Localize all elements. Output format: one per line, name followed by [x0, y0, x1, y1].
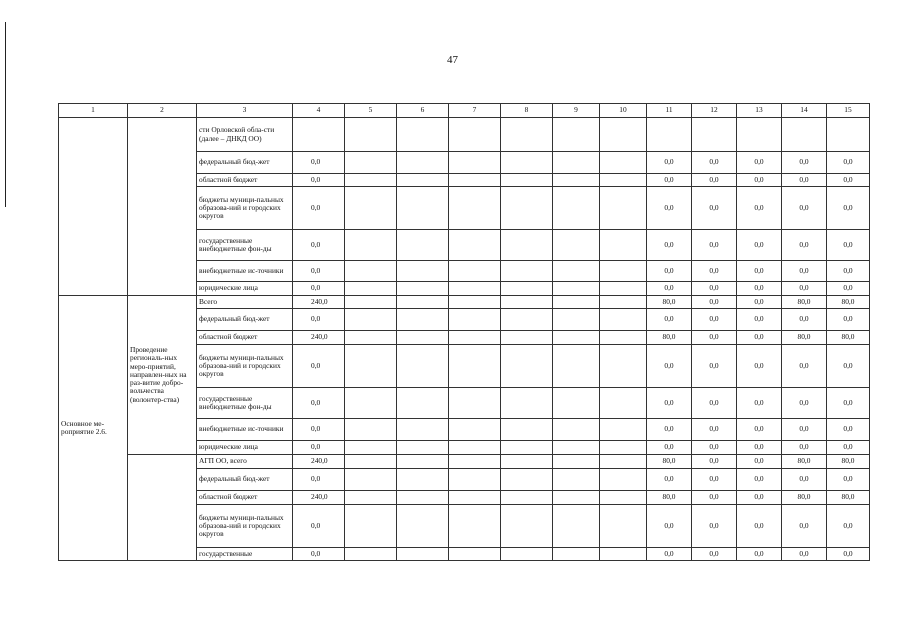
cell-empty [553, 296, 600, 309]
cell-col15: 0,0 [827, 152, 870, 174]
header-cell: 5 [345, 104, 397, 118]
cell-empty [501, 309, 553, 331]
cell-col13: 0,0 [737, 419, 782, 441]
cell-col14: 80,0 [782, 296, 827, 309]
cell-empty [397, 345, 449, 388]
cell-empty [501, 455, 553, 469]
cell-empty [345, 469, 397, 491]
cell-col14: 0,0 [782, 548, 827, 561]
cell-empty [397, 174, 449, 187]
cell-empty [345, 441, 397, 455]
cell-col14: 0,0 [782, 282, 827, 296]
cell-empty [449, 331, 501, 345]
header-cell: 13 [737, 104, 782, 118]
cell-col4: 0,0 [293, 230, 345, 261]
cell-empty [449, 548, 501, 561]
cell-col11: 0,0 [647, 505, 692, 548]
cell-col12: 0,0 [692, 491, 737, 505]
cell-col4: 0,0 [293, 548, 345, 561]
cell-empty [397, 230, 449, 261]
cell-empty [449, 345, 501, 388]
cell-empty [345, 388, 397, 419]
cell-col4: 240,0 [293, 296, 345, 309]
cell-col12: 0,0 [692, 296, 737, 309]
cell-col14: 0,0 [782, 388, 827, 419]
cell-col4: 0,0 [293, 261, 345, 282]
cell-empty [345, 548, 397, 561]
cell-empty [600, 505, 647, 548]
header-cell: 15 [827, 104, 870, 118]
cell-col14: 0,0 [782, 309, 827, 331]
cell-empty [501, 230, 553, 261]
cell-col12: 0,0 [692, 388, 737, 419]
cell-empty [397, 505, 449, 548]
cell-col14: 0,0 [782, 505, 827, 548]
cell-empty [397, 548, 449, 561]
cell-empty [600, 455, 647, 469]
cell-col13: 0,0 [737, 455, 782, 469]
cell-empty [345, 261, 397, 282]
cell-col14: 0,0 [782, 419, 827, 441]
cell-empty [397, 282, 449, 296]
cell-empty [553, 118, 600, 152]
cell-empty [600, 187, 647, 230]
row-label: внебюджетные ис-точники [197, 419, 293, 441]
cell-col15: 80,0 [827, 491, 870, 505]
cell-empty [553, 309, 600, 331]
cell-empty [553, 345, 600, 388]
cell-empty [449, 419, 501, 441]
row-label: федеральный бюд-жет [197, 469, 293, 491]
cell-col13: 0,0 [737, 296, 782, 309]
cell-col13: 0,0 [737, 282, 782, 296]
cell-col15: 0,0 [827, 505, 870, 548]
cell-col14 [782, 118, 827, 152]
cell-col4: 0,0 [293, 187, 345, 230]
cell-empty [449, 174, 501, 187]
cell-col12: 0,0 [692, 441, 737, 455]
header-cell: 14 [782, 104, 827, 118]
event-description-cell: Проведение региональ-ных меро-приятий, направлен-ных на раз-витие добро-вольчества (волонтер-ства) [128, 296, 197, 455]
cell-col14: 0,0 [782, 174, 827, 187]
cell-empty [553, 469, 600, 491]
cell-empty [553, 331, 600, 345]
table-row [59, 296, 870, 309]
header-cell: 8 [501, 104, 553, 118]
cell-empty [449, 230, 501, 261]
header-cell: 11 [647, 104, 692, 118]
cell-col12: 0,0 [692, 548, 737, 561]
cell-col15: 0,0 [827, 282, 870, 296]
cell-col11: 0,0 [647, 345, 692, 388]
cell-empty [449, 118, 501, 152]
cell-col13: 0,0 [737, 548, 782, 561]
row-label: юридические лица [197, 441, 293, 455]
cell-empty [553, 548, 600, 561]
cell-col12: 0,0 [692, 505, 737, 548]
cell-col15: 0,0 [827, 548, 870, 561]
row-label: областной бюджет [197, 331, 293, 345]
cell-empty [397, 152, 449, 174]
cell-empty [397, 309, 449, 331]
cell-col4: 0,0 [293, 152, 345, 174]
cell-col11: 0,0 [647, 282, 692, 296]
cell-empty [397, 419, 449, 441]
cell-empty [600, 230, 647, 261]
cell-empty [345, 187, 397, 230]
cell-col14: 80,0 [782, 455, 827, 469]
cell-empty [345, 309, 397, 331]
row-label: государственные [197, 548, 293, 561]
cell-empty [345, 282, 397, 296]
cell-empty [501, 388, 553, 419]
row-label: областной бюджет [197, 174, 293, 187]
cell-col15: 0,0 [827, 419, 870, 441]
cell-col4: 240,0 [293, 491, 345, 505]
cell-empty [600, 491, 647, 505]
cell-empty [553, 152, 600, 174]
cell-empty [600, 296, 647, 309]
cell-col4: 240,0 [293, 455, 345, 469]
header-cell: 10 [600, 104, 647, 118]
cell-col4: 0,0 [293, 309, 345, 331]
cell-empty [600, 469, 647, 491]
cell-empty [600, 388, 647, 419]
cell-empty [449, 491, 501, 505]
cell-empty [345, 331, 397, 345]
cell-empty [397, 455, 449, 469]
cell-empty [449, 505, 501, 548]
header-cell: 3 [197, 104, 293, 118]
cell-empty [600, 345, 647, 388]
row-label: федеральный бюд-жет [197, 309, 293, 331]
cell-col4: 0,0 [293, 469, 345, 491]
cell-empty [449, 296, 501, 309]
cell-empty [345, 505, 397, 548]
row-label: сти Орловской обла-сти (далее – ДНКД ОО) [197, 118, 293, 152]
cell-empty [501, 118, 553, 152]
cell-empty [345, 491, 397, 505]
cell-empty [600, 331, 647, 345]
cell-empty [501, 152, 553, 174]
cell-col11: 0,0 [647, 230, 692, 261]
cell-empty [501, 261, 553, 282]
cell-col15: 0,0 [827, 469, 870, 491]
cell-empty [449, 441, 501, 455]
row-label: юридические лица [197, 282, 293, 296]
cell-col11: 80,0 [647, 491, 692, 505]
cell-col12: 0,0 [692, 152, 737, 174]
cell-empty [449, 388, 501, 419]
cell-empty [600, 152, 647, 174]
cell-col15: 0,0 [827, 230, 870, 261]
cell-col14: 0,0 [782, 441, 827, 455]
cell-col11: 80,0 [647, 331, 692, 345]
cell-empty [345, 455, 397, 469]
cell-empty [501, 505, 553, 548]
cell-col13: 0,0 [737, 187, 782, 230]
cell-col13: 0,0 [737, 441, 782, 455]
cell-empty [501, 187, 553, 230]
cell-empty [553, 282, 600, 296]
cell-empty [449, 187, 501, 230]
cell-col11: 0,0 [647, 548, 692, 561]
header-cell: 9 [553, 104, 600, 118]
cell-col12: 0,0 [692, 187, 737, 230]
binding-margin-line [5, 22, 6, 207]
cell-col4 [293, 118, 345, 152]
cell-col14: 0,0 [782, 187, 827, 230]
cell-empty [553, 491, 600, 505]
cell-col15: 0,0 [827, 309, 870, 331]
cell-col11: 0,0 [647, 174, 692, 187]
cell-empty [397, 296, 449, 309]
cell-col15: 80,0 [827, 455, 870, 469]
cell-col4: 0,0 [293, 505, 345, 548]
cell-col13: 0,0 [737, 331, 782, 345]
cell-empty [449, 455, 501, 469]
cell-col13: 0,0 [737, 345, 782, 388]
row-label: внебюджетные ис-точники [197, 261, 293, 282]
row-label: АГП ОО, всего [197, 455, 293, 469]
col2-empty-cell [128, 118, 197, 296]
cell-col14: 0,0 [782, 469, 827, 491]
cell-empty [449, 261, 501, 282]
row-label: Всего [197, 296, 293, 309]
cell-col15: 80,0 [827, 296, 870, 309]
cell-empty [600, 441, 647, 455]
cell-col15: 0,0 [827, 174, 870, 187]
row-label: государственные внебюджетные фон-ды [197, 388, 293, 419]
cell-empty [600, 261, 647, 282]
cell-col15 [827, 118, 870, 152]
cell-col11: 0,0 [647, 261, 692, 282]
row-label: бюджеты муници-пальных образова-ний и городских округов [197, 345, 293, 388]
header-cell: 6 [397, 104, 449, 118]
cell-empty [501, 469, 553, 491]
cell-col13: 0,0 [737, 469, 782, 491]
cell-col15: 0,0 [827, 187, 870, 230]
cell-col11: 0,0 [647, 152, 692, 174]
cell-col15: 0,0 [827, 388, 870, 419]
header-cell: 4 [293, 104, 345, 118]
cell-col11: 0,0 [647, 441, 692, 455]
col1-empty-cell [59, 118, 128, 296]
cell-empty [600, 282, 647, 296]
cell-col4: 0,0 [293, 441, 345, 455]
header-row [59, 104, 870, 118]
col2-empty-cell [128, 455, 197, 561]
cell-empty [553, 441, 600, 455]
row-label: государственные внебюджетные фон-ды [197, 230, 293, 261]
cell-empty [397, 261, 449, 282]
cell-empty [397, 388, 449, 419]
cell-col12: 0,0 [692, 230, 737, 261]
cell-empty [501, 296, 553, 309]
cell-empty [449, 309, 501, 331]
cell-empty [501, 282, 553, 296]
cell-col11: 0,0 [647, 187, 692, 230]
cell-col12: 0,0 [692, 282, 737, 296]
row-label: бюджеты муници-пальных образова-ний и городских округов [197, 187, 293, 230]
cell-col11: 0,0 [647, 419, 692, 441]
cell-empty [553, 230, 600, 261]
table-row [59, 118, 870, 152]
cell-col11: 80,0 [647, 296, 692, 309]
cell-col12: 0,0 [692, 455, 737, 469]
cell-empty [449, 469, 501, 491]
header-cell: 12 [692, 104, 737, 118]
cell-empty [553, 174, 600, 187]
cell-empty [600, 548, 647, 561]
cell-col13: 0,0 [737, 491, 782, 505]
cell-col12: 0,0 [692, 419, 737, 441]
cell-empty [501, 331, 553, 345]
cell-col12: 0,0 [692, 331, 737, 345]
cell-empty [345, 419, 397, 441]
table-row [59, 455, 870, 469]
cell-empty [553, 455, 600, 469]
cell-col14: 0,0 [782, 345, 827, 388]
cell-col12: 0,0 [692, 309, 737, 331]
header-cell: 7 [449, 104, 501, 118]
cell-empty [397, 469, 449, 491]
cell-col4: 0,0 [293, 174, 345, 187]
event-number-cell: Основное ме-роприятие 2.6. [59, 296, 128, 561]
cell-col15: 80,0 [827, 331, 870, 345]
cell-col11: 0,0 [647, 309, 692, 331]
cell-empty [397, 118, 449, 152]
header-cell: 2 [128, 104, 197, 118]
cell-col14: 0,0 [782, 152, 827, 174]
cell-col4: 0,0 [293, 388, 345, 419]
row-label: федеральный бюд-жет [197, 152, 293, 174]
cell-empty [553, 388, 600, 419]
cell-col15: 0,0 [827, 261, 870, 282]
cell-col12: 0,0 [692, 261, 737, 282]
cell-empty [345, 230, 397, 261]
cell-col11: 80,0 [647, 455, 692, 469]
cell-empty [345, 118, 397, 152]
cell-empty [553, 505, 600, 548]
cell-empty [600, 174, 647, 187]
cell-col4: 0,0 [293, 282, 345, 296]
cell-empty [501, 441, 553, 455]
budget-table [58, 103, 870, 561]
row-label: областной бюджет [197, 491, 293, 505]
cell-col13: 0,0 [737, 388, 782, 419]
cell-empty [553, 187, 600, 230]
cell-empty [501, 419, 553, 441]
cell-col14: 80,0 [782, 491, 827, 505]
cell-empty [449, 282, 501, 296]
cell-col13: 0,0 [737, 505, 782, 548]
header-cell: 1 [59, 104, 128, 118]
cell-empty [345, 345, 397, 388]
cell-col11 [647, 118, 692, 152]
cell-col15: 0,0 [827, 345, 870, 388]
cell-col15: 0,0 [827, 441, 870, 455]
cell-empty [397, 491, 449, 505]
cell-empty [501, 491, 553, 505]
cell-empty [501, 345, 553, 388]
cell-empty [600, 118, 647, 152]
cell-empty [345, 174, 397, 187]
cell-col11: 0,0 [647, 469, 692, 491]
cell-empty [600, 309, 647, 331]
row-label: бюджеты муници-пальных образова-ний и городских округов [197, 505, 293, 548]
cell-empty [397, 187, 449, 230]
cell-col13: 0,0 [737, 174, 782, 187]
cell-empty [501, 174, 553, 187]
page-number: 47 [447, 54, 458, 66]
cell-col4: 0,0 [293, 345, 345, 388]
cell-col14: 80,0 [782, 331, 827, 345]
cell-empty [553, 261, 600, 282]
cell-col13: 0,0 [737, 261, 782, 282]
cell-col4: 0,0 [293, 419, 345, 441]
cell-col14: 0,0 [782, 261, 827, 282]
cell-col11: 0,0 [647, 388, 692, 419]
cell-col13: 0,0 [737, 152, 782, 174]
cell-empty [345, 296, 397, 309]
cell-empty [553, 419, 600, 441]
cell-col12 [692, 118, 737, 152]
cell-col4: 240,0 [293, 331, 345, 345]
cell-col13: 0,0 [737, 309, 782, 331]
cell-empty [600, 419, 647, 441]
cell-col12: 0,0 [692, 174, 737, 187]
cell-empty [449, 152, 501, 174]
cell-col13: 0,0 [737, 230, 782, 261]
cell-empty [397, 331, 449, 345]
cell-empty [397, 441, 449, 455]
cell-col14: 0,0 [782, 230, 827, 261]
cell-empty [501, 548, 553, 561]
cell-col12: 0,0 [692, 469, 737, 491]
cell-col12: 0,0 [692, 345, 737, 388]
cell-empty [345, 152, 397, 174]
cell-col13 [737, 118, 782, 152]
